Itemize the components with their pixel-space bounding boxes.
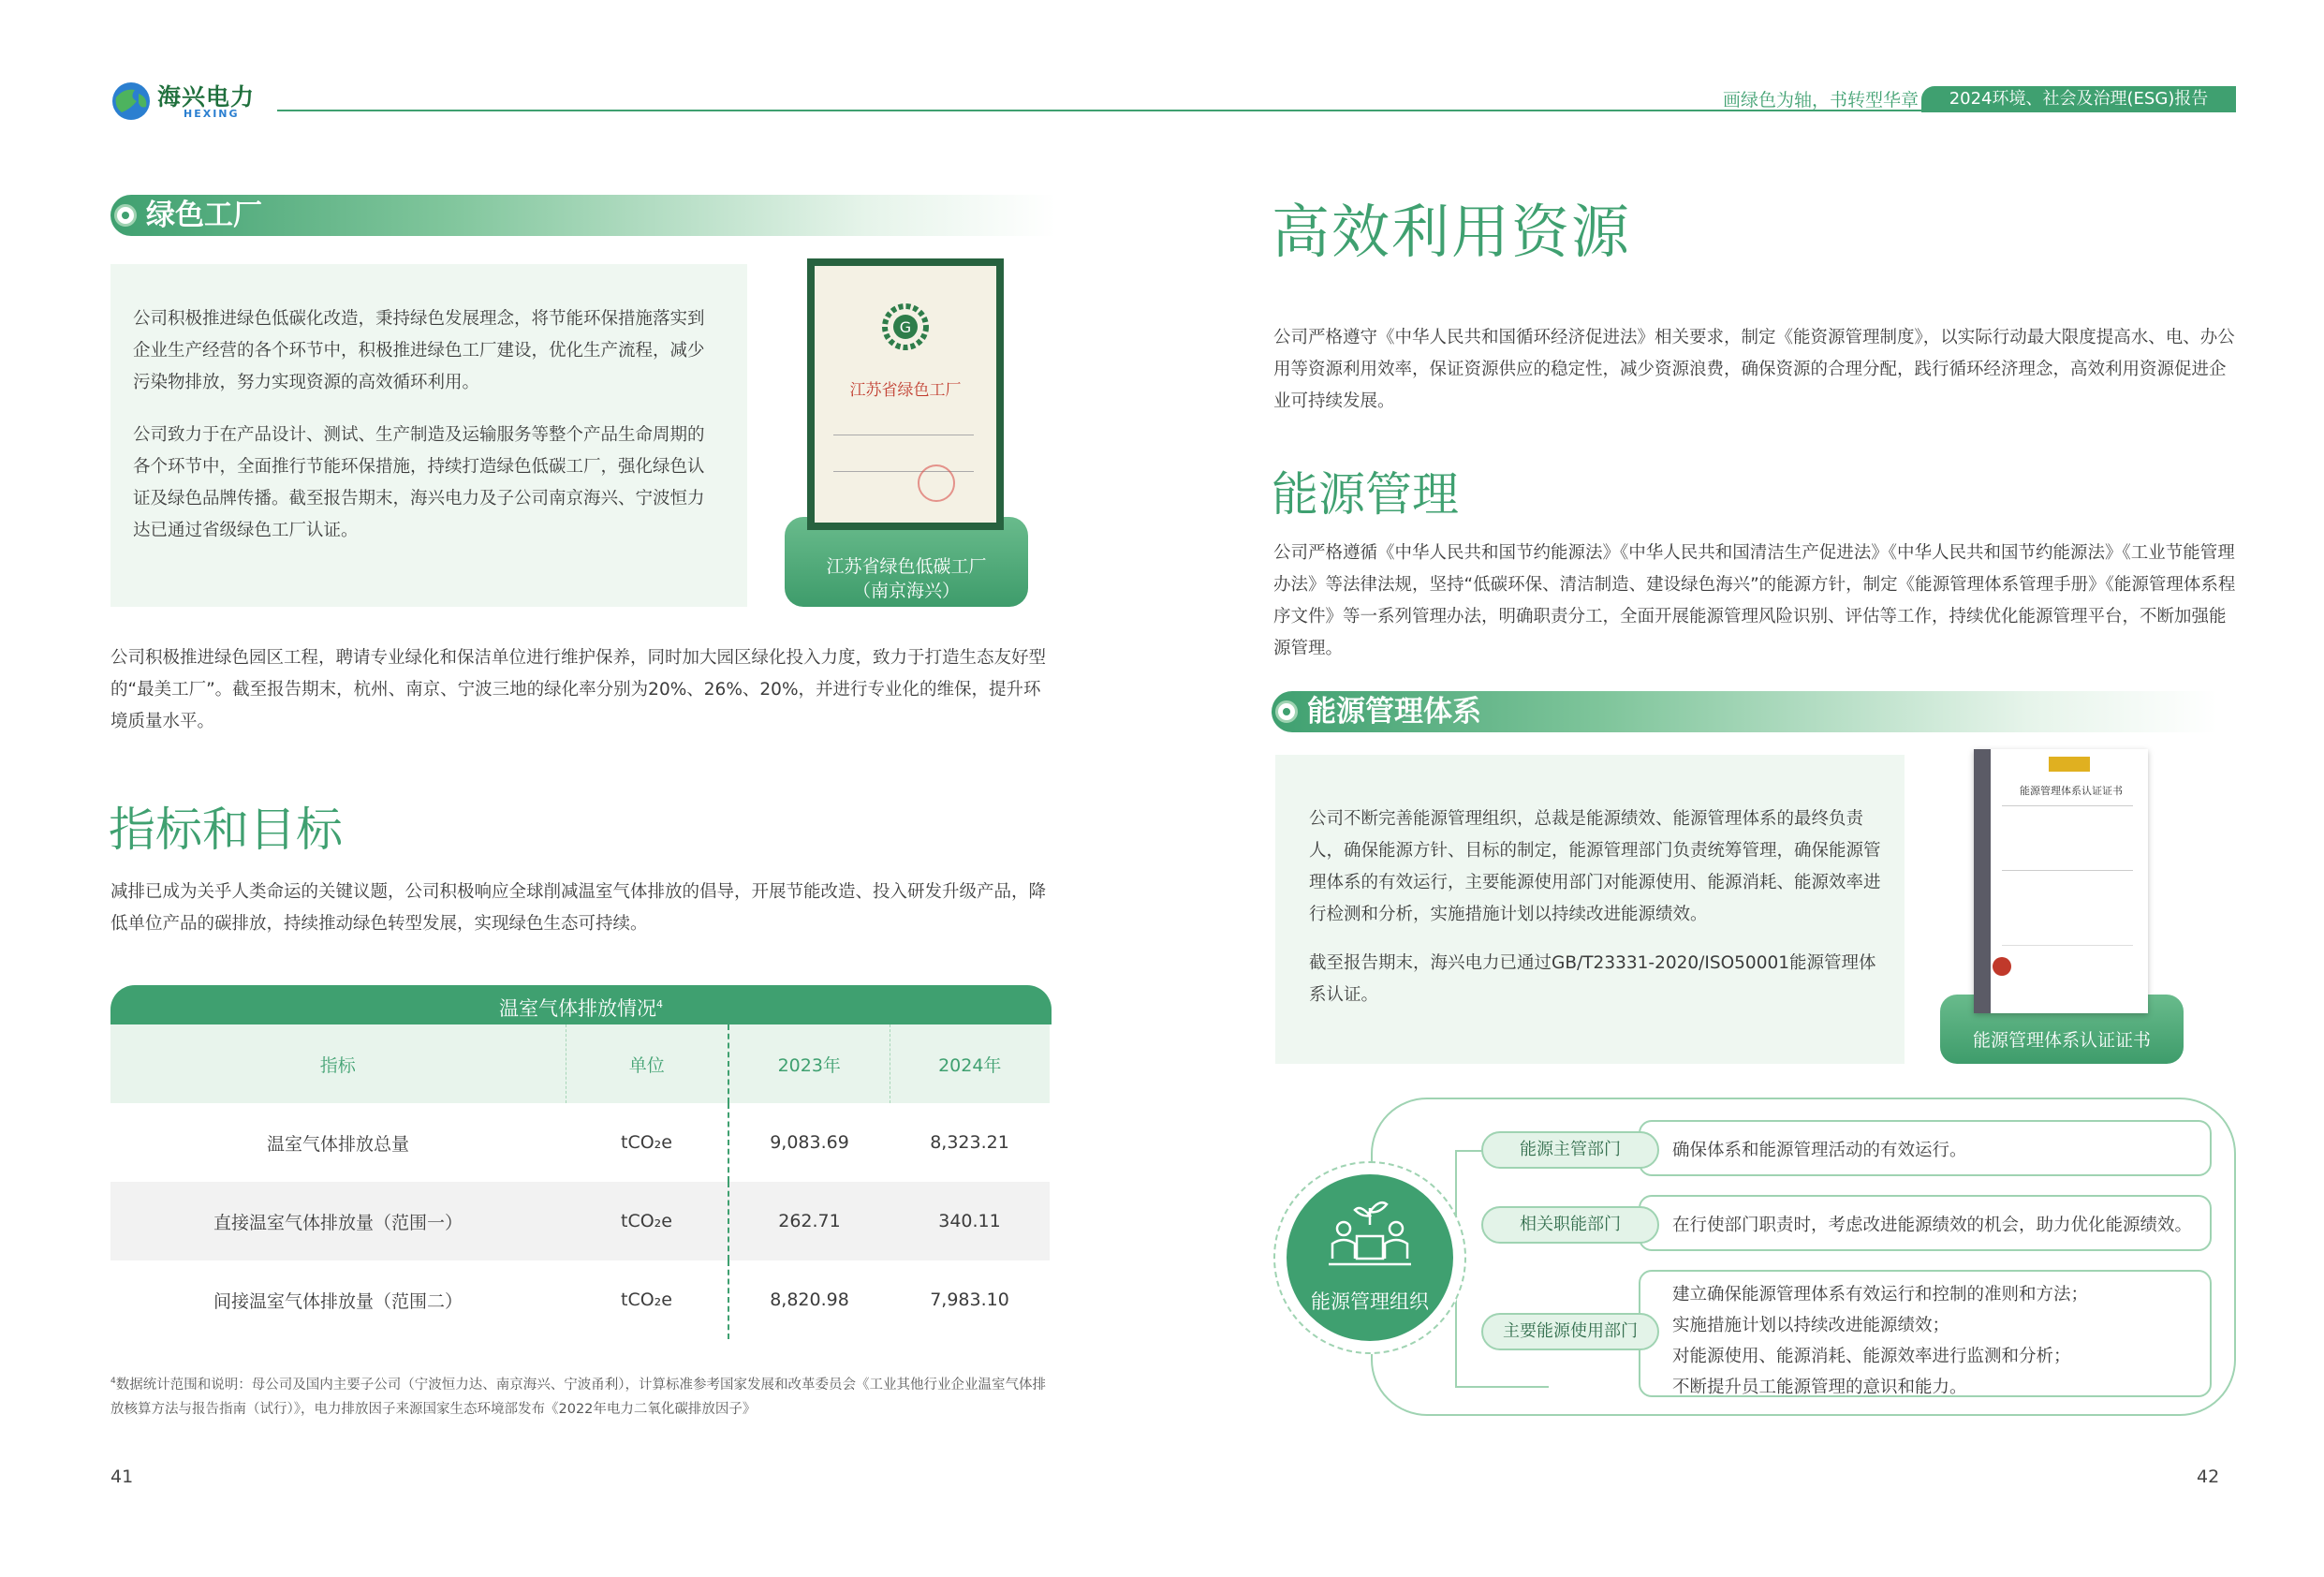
certificate-plaque xyxy=(807,258,1004,530)
section-bar-green-factory xyxy=(110,195,1056,236)
ems-paragraph-2: 截至报告期末，海兴电力已通过GB/T23331-2020/ISO50001能源管理体系认证。 xyxy=(1309,953,1876,1005)
table-cell: 温室气体排放总量 xyxy=(266,1133,409,1155)
table-cell: 间接温室气体排放量（范围二） xyxy=(213,1290,463,1312)
svg-text:G: G xyxy=(899,318,912,336)
header-cell: 单位 xyxy=(566,1024,728,1103)
logo-text-en: HEXING xyxy=(184,108,240,120)
org-desc-box xyxy=(1639,1120,2212,1176)
table-cell: 340.11 xyxy=(938,1211,1001,1231)
certificate-text-lines xyxy=(2002,890,2133,946)
logo-text-cn: 海兴电力 xyxy=(157,83,256,111)
resources-paragraph: 公司严格遵守《中华人民共和国循环经济促进法》相关要求，制定《能资源管理制度》，以实际行动最大限度提高水、电、办公用等资源利用效率，保证资源供应的稳定性，减少资源浪费，确保资源的合理分配，践行循环经济理念，高效利用资源促进企业可持续发展。 xyxy=(1273,328,2235,411)
org-desc-text: 对能源使用、能源消耗、能源效率进行监测和分析； xyxy=(1672,1347,2071,1366)
table-cell: 262.71 xyxy=(778,1211,841,1231)
company-logo xyxy=(110,79,270,125)
bullet-dot-icon xyxy=(1275,700,1298,723)
table-cell: 9,083.69 xyxy=(770,1132,849,1153)
org-diagram xyxy=(1273,1098,2238,1422)
certificate-caption-line1: 江苏省绿色低碳工厂 xyxy=(826,556,987,577)
table-cell: tCO₂e xyxy=(566,1260,728,1339)
table-cell: 8,323.21 xyxy=(930,1132,1009,1153)
green-factory-paragraph-1: 公司积极推进绿色低碳化改造，秉持绿色发展理念，将节能环保措施落实到企业生产经营的各个环节中，积极推进绿色工厂建设，优化生产流程，减少污染物排放，努力实现资源的高效循环利用。 xyxy=(133,309,705,392)
globe-logo-icon xyxy=(110,81,152,122)
org-desc-text: 不断提升员工能源管理的意识和能力。 xyxy=(1672,1378,1967,1397)
section-bar-ems xyxy=(1272,691,2217,732)
header-slogan: 画绿色为轴，书转型华章 xyxy=(1723,90,1920,111)
org-desc-text: 在行使部门职责时，考虑改进能源绩效的机会，助力优化能源绩效。 xyxy=(1672,1216,2193,1235)
org-dept-label: 主要能源使用部门 xyxy=(1481,1313,1659,1350)
table-title: 温室气体排放情况 xyxy=(499,997,656,1020)
org-center-label: 能源管理组织 xyxy=(1311,1290,1429,1313)
org-desc-text: 实施措施计划以持续改进能源绩效； xyxy=(1672,1316,1950,1335)
footnote-mark: 4 xyxy=(110,1377,116,1386)
indicators-heading: 指标和目标 xyxy=(109,803,343,857)
bullet-dot-icon xyxy=(114,204,137,227)
connector-line xyxy=(1455,1386,1549,1388)
ems-cert-caption: 能源管理体系认证证书 xyxy=(1972,1030,2151,1051)
green-park-paragraph: 公司积极推进绿色园区工程，聘请专业绿化和保洁单位进行维护保养，同时加大园区绿化投入力度，致力于打造生态友好型的“最美工厂”。截至报告期末，杭州、南京、宁波三地的绿化率分别为20%、26%、20%，并进行专业化的维保，提升环境质量水平。 xyxy=(110,648,1047,731)
ghg-data-table xyxy=(110,1024,1050,1339)
certificate-document xyxy=(1974,749,2148,1013)
table-title-footnote-mark: 4 xyxy=(656,998,663,1010)
ems-panel xyxy=(1275,755,1905,1064)
green-factory-panel xyxy=(110,264,747,607)
certificate-seal-icon xyxy=(1993,957,2011,976)
table-cell: 7,983.10 xyxy=(930,1290,1009,1310)
org-center-circle xyxy=(1287,1174,1453,1341)
header-cell: 2024年 xyxy=(938,1054,1002,1076)
header-report-title: 2024环境、社会及治理(ESG)报告 xyxy=(1921,86,2236,112)
table-row xyxy=(110,1103,1050,1182)
team-plant-icon xyxy=(1327,1197,1413,1272)
org-desc-box xyxy=(1639,1195,2212,1251)
org-desc-text: 建立确保能源管理体系有效运行和控制的准则和方法； xyxy=(1672,1285,2089,1304)
table-row xyxy=(110,1182,1050,1260)
footnote xyxy=(110,1369,1056,1422)
gear-emblem-icon xyxy=(882,303,929,350)
ems-certificate xyxy=(1940,749,2184,1064)
section-title: 能源管理体系 xyxy=(1307,695,1481,729)
org-dept-label: 相关职能部门 xyxy=(1481,1206,1659,1244)
page-number-left: 41 xyxy=(110,1466,134,1487)
energy-heading: 能源管理 xyxy=(1272,467,1459,522)
indicators-paragraph: 减排已成为关乎人类命运的关键议题，公司积极响应全球削减温室气体排放的倡导，开展节能改造、投入研发升级产品，降低单位产品的碳排放，持续推动绿色转型发展，实现绿色生态可持续。 xyxy=(110,882,1047,934)
header-cell: 指标 xyxy=(110,1024,566,1103)
certificate-doc-title: 能源管理体系认证证书 xyxy=(2020,785,2123,797)
ems-paragraph-1: 公司不断完善能源管理组织，总裁是能源绩效、能源管理体系的最终负责人，确保能源方针、目标的制定，能源管理部门负责统筹管理，确保能源管理体系的有效运行，主要能源使用部门对能源使用、能源消耗、能源效率进行检测和分析，实施措施计划以持续改进能源绩效。 xyxy=(1309,809,1881,924)
org-dept-label: 能源主管部门 xyxy=(1481,1131,1659,1169)
org-desc-text: 确保体系和能源管理活动的有效运行。 xyxy=(1672,1141,1967,1160)
org-desc-box xyxy=(1639,1270,2212,1397)
certificate-logo-block xyxy=(2049,757,2090,772)
green-factory-paragraph-2: 公司致力于在产品设计、测试、生产制造及运输服务等整个产品生命周期的各个环节中，全面推行节能环保措施，持续打造绿色低碳工厂，强化绿色认证及绿色品牌传播。截至报告期末，海兴电力及子公司南京海兴、宁波恒力达已通过省级绿色工厂认证。 xyxy=(133,425,705,540)
table-row xyxy=(110,1260,1050,1339)
table-cell: tCO₂e xyxy=(566,1182,728,1260)
certificate-caption-line2: （南京海兴） xyxy=(852,581,960,601)
table-header-row xyxy=(110,1024,1050,1103)
certificate-text-lines xyxy=(2002,805,2133,871)
page-number-right: 42 xyxy=(2197,1466,2220,1487)
section-title: 绿色工厂 xyxy=(146,199,262,232)
header-cell: 2023年 xyxy=(728,1024,890,1103)
table-cell: tCO₂e xyxy=(566,1103,728,1182)
footnote-text: 数据统计范围和说明：母公司及国内主要子公司（宁波恒力达、南京海兴、宁波甬利），计算标准参考国家发展和改革委员会《工业其他行业企业温室气体排放核算方法与报告指南（试行）》，电力排放因子来源国家生态环境部发布《2022年电力二氧化碳排放因子》 xyxy=(110,1377,1046,1417)
green-factory-certificate xyxy=(785,258,1028,607)
table-title-bar xyxy=(110,985,1052,1024)
table-cell: 8,820.98 xyxy=(770,1290,849,1310)
resources-heading: 高效利用资源 xyxy=(1272,198,1632,266)
energy-paragraph: 公司严格遵循《中华人民共和国节约能源法》《中华人民共和国清洁生产促进法》《中华人民共和国节约能源法》《工业节能管理办法》等法律法规，坚持“低碳环保、清洁制造、建设绿色海兴”的能源方针，制定《能源管理体系管理手册》《能源管理体系程序文件》等一系列管理办法，明确职责分工，全面开展能源管理风险识别、评估等工作，持续优化能源管理平台，不断加强能源管理。 xyxy=(1273,543,2236,658)
table-cell: 直接温室气体排放量（范围一） xyxy=(213,1212,463,1233)
certificate-spine xyxy=(1974,749,1991,1013)
certificate-title: 江苏省绿色工厂 xyxy=(849,381,962,400)
certificate-lines xyxy=(833,435,974,472)
ghg-table xyxy=(110,985,1052,1339)
certificate-stamp xyxy=(918,464,955,502)
